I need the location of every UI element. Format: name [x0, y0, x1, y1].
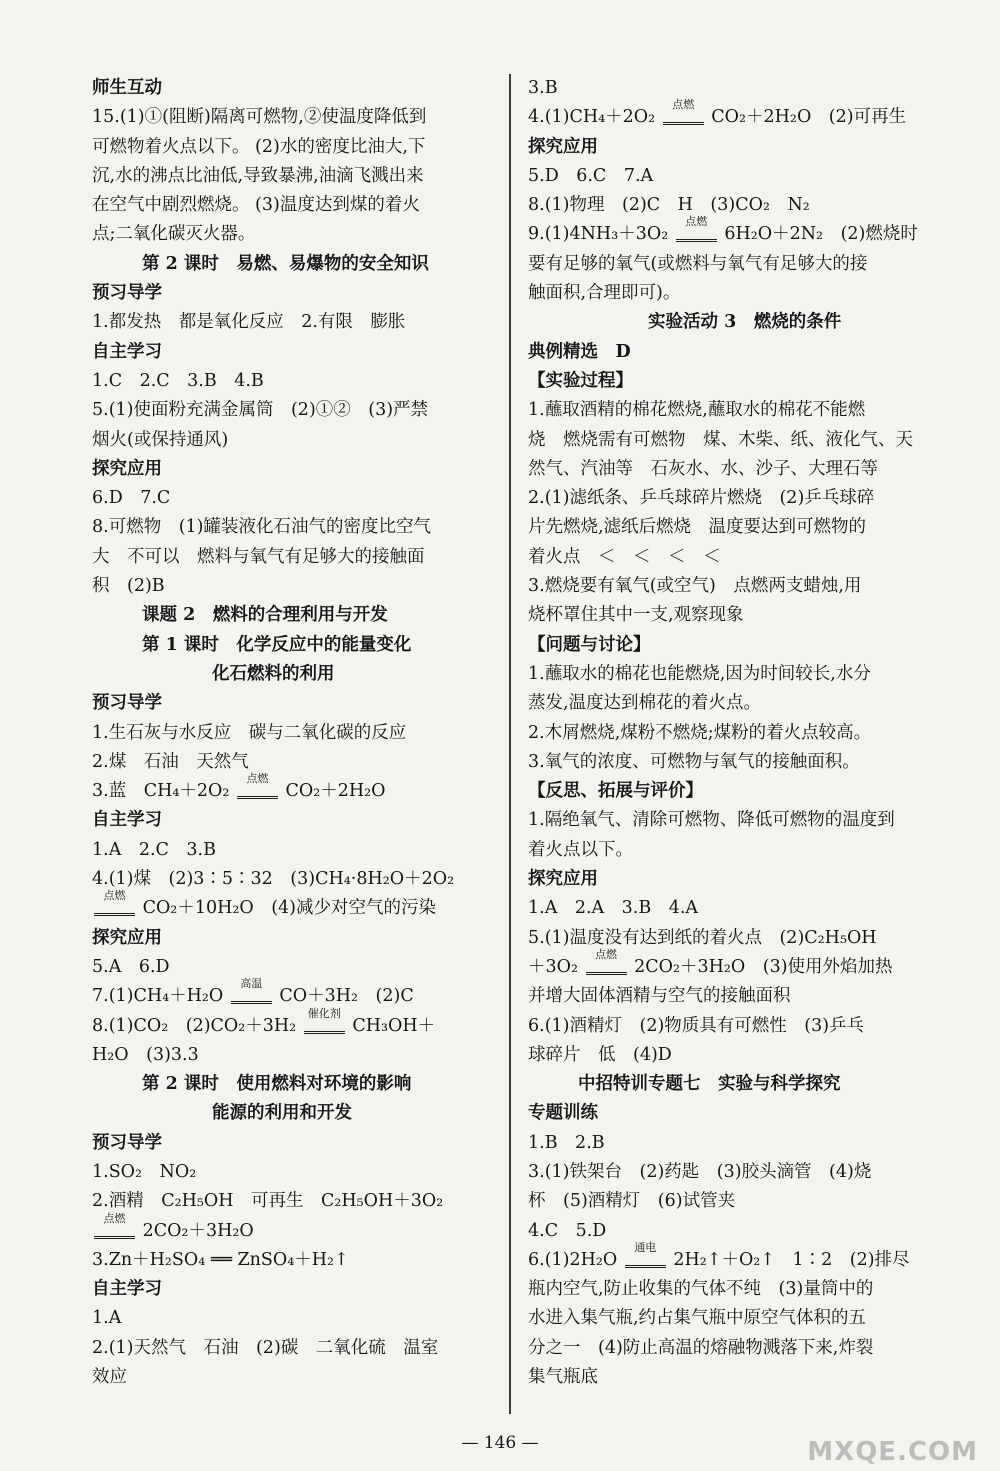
text-line: 集气瓶底 — [528, 1367, 598, 1388]
watermark-logo: MXQE.COM — [807, 1437, 978, 1467]
text-line: 6.(1)2H₂O 通电 2H₂↑＋O₂↑ 1∶2 (2)排尽 — [528, 1240, 910, 1270]
text-line: 沉,水的沸点比油低,导致暴沸,油滴飞溅出来 — [92, 165, 424, 186]
text-line: 1.生石灰与水反应 碳与二氧化碳的反应 — [92, 722, 407, 743]
text-line: 8.可燃物 (1)罐装液化石油气的密度比空气 — [92, 517, 431, 538]
text-line: 着火点 ＜ ＜ ＜ ＜ — [528, 546, 721, 567]
section-heading: 第 2 课时 使用燃料对环境的影响 — [142, 1074, 412, 1095]
text-line: 点燃 2CO₂＋3H₂O — [92, 1217, 492, 1246]
text-line: 1.蘸取水的棉花也能燃烧,因为时间较长,水分 — [528, 663, 871, 684]
text-line: 着火点以下。 — [528, 839, 633, 860]
text-line: 大 不可以 燃料与氧气有足够大的接触面 — [92, 546, 425, 567]
column-divider — [509, 74, 511, 1414]
section-heading: 【问题与讨论】 — [528, 634, 651, 655]
text-line: 15.(1)①(阻断)隔离可燃物,②使温度降低到 — [92, 107, 427, 128]
section-heading: 专题训练 — [528, 1103, 598, 1124]
text-line: 3.Zn＋H₂SO₄ ══ ZnSO₄＋H₂↑ — [92, 1249, 349, 1270]
reaction-condition: 点燃 — [586, 960, 627, 975]
text-line: 2.(1)滤纸条、乒乓球碎片燃烧 (2)乒乓球碎 — [528, 488, 875, 509]
section-heading: 【反思、拓展与评价】 — [528, 781, 703, 802]
text-line: 瓶内空气,防止收集的气体不纯 (3)量筒中的 — [528, 1279, 874, 1300]
text-line: 3.B — [528, 78, 558, 98]
section-heading: 第 2 课时 易燃、易爆物的安全知识 — [142, 253, 429, 274]
text-line: 积 (2)B — [92, 576, 165, 597]
text-line: 分之一 (4)防止高温的熔融物溅落下来,炸裂 — [528, 1337, 874, 1358]
text-line: H₂O (3)3.3 — [92, 1044, 199, 1065]
section-heading: 化石燃料的利用 — [212, 663, 335, 684]
text-line: 烟火(或保持通风) — [92, 429, 229, 450]
reaction-condition: 催化剂 — [304, 1019, 345, 1034]
text-line: 1.蘸取酒精的棉花燃烧,蘸取水的棉花不能燃 — [528, 400, 866, 421]
text-line: 1.A 2.A 3.B 4.A — [528, 898, 699, 919]
reaction-condition: 通电 — [625, 1253, 666, 1268]
text-line: 1.都发热 都是氧化反应 2.有限 膨胀 — [92, 312, 406, 333]
text-line: 片先燃烧,滤纸后燃烧 温度要达到可燃物的 — [528, 517, 867, 538]
section-heading: 师生互动 — [92, 78, 162, 98]
right-column — [528, 74, 928, 1392]
section-heading: 探究应用 — [92, 458, 162, 479]
text-line: 球碎片 低 (4)D — [528, 1044, 672, 1065]
reaction-condition: 高温 — [231, 989, 272, 1004]
text-line: 2.酒精 C₂H₅OH 可再生 C₂H₅OH＋3O₂ — [92, 1191, 444, 1212]
text-line: 6.D 7.C — [92, 488, 171, 509]
text-line: 在空气中剧烈燃烧。 (3)温度达到煤的着火 — [92, 195, 420, 216]
section-heading: 课题 2 燃料的合理利用与开发 — [142, 605, 388, 626]
text-line: 9.(1)4NH₃＋3O₂ 点燃 6H₂O＋2N₂ (2)燃烧时 — [528, 215, 918, 245]
text-line: 8.(1)CO₂ (2)CO₂＋3H₂ 催化剂 CH₃OH＋ — [92, 1006, 436, 1036]
section-heading: 中招特训专题七 实验与科学探究 — [578, 1074, 841, 1095]
section-heading: 第 1 课时 化学反应中的能量变化 — [142, 634, 412, 655]
text-line: 5.A 6.D — [92, 956, 170, 977]
text-line: 8.(1)物理 (2)C H (3)CO₂ N₂ — [528, 195, 810, 216]
section-heading: 预习导学 — [92, 1132, 162, 1153]
section-heading: 自主学习 — [92, 1279, 162, 1300]
reaction-condition: 点燃 — [676, 227, 717, 242]
text-line: 可燃物着火点以下。 (2)水的密度比油大,下 — [92, 136, 426, 157]
text-line: 2.木屑燃烧,煤粉不燃烧;煤粉的着火点较高。 — [528, 722, 872, 743]
section-heading: 预习导学 — [92, 693, 162, 714]
text-line: 6.(1)酒精灯 (2)物质具有可燃性 (3)乒乓 — [528, 1015, 865, 1036]
section-heading: 预习导学 — [92, 283, 162, 304]
section-heading: 探究应用 — [528, 869, 598, 890]
text-line: 点;二氧化碳灭火器。 — [92, 224, 256, 245]
text-line: 1.SO₂ NO₂ — [92, 1161, 197, 1182]
text-line: 1.C 2.C 3.B 4.B — [92, 370, 264, 391]
section-heading: 探究应用 — [528, 136, 598, 157]
text-line: 烧 燃烧需有可燃物 煤、木柴、纸、液化气、天 — [528, 429, 913, 450]
text-line: 然气、汽油等 石灰水、水、沙子、大理石等 — [528, 458, 878, 479]
text-line: 烧杯罩住其中一支,观察现象 — [528, 605, 744, 626]
left-column — [92, 74, 492, 1392]
reaction-condition: 点燃 — [94, 901, 135, 916]
text-line: 效应 — [92, 1367, 127, 1388]
text-line: 3.(1)铁架台 (2)药匙 (3)胶头滴管 (4)烧 — [528, 1161, 872, 1182]
text-line: 水进入集气瓶,约占集气瓶中原空气体积的五 — [528, 1308, 867, 1329]
text-line: ＋3O₂ 点燃 2CO₂＋3H₂O (3)使用外焰加热 — [528, 947, 893, 977]
reaction-condition: 点燃 — [237, 784, 278, 799]
text-line: 7.(1)CH₄＋H₂O 高温 CO＋3H₂ (2)C — [92, 977, 414, 1007]
text-line: 1.A — [92, 1308, 122, 1329]
section-heading: 自主学习 — [92, 810, 162, 831]
text-line: 1.隔绝氧气、清除可燃物、降低可燃物的温度到 — [528, 810, 895, 831]
section-heading: 【实验过程】 — [528, 370, 633, 391]
section-heading: 自主学习 — [92, 341, 162, 362]
section-heading: 实验活动 3 燃烧的条件 — [648, 312, 842, 333]
text-line: 3.燃烧要有氧气(或空气) 点燃两支蜡烛,用 — [528, 576, 862, 597]
text-line: 触面积,合理即可)。 — [528, 283, 681, 304]
section-heading: 能源的利用和开发 — [212, 1103, 352, 1124]
text-line: 2.煤 石油 天然气 — [92, 751, 249, 772]
text-line: 1.A 2.C 3.B — [92, 839, 216, 860]
text-line: 1.B 2.B — [528, 1132, 605, 1153]
text-line: 5.(1)温度没有达到纸的着火点 (2)C₂H₅OH — [528, 927, 877, 948]
text-line: 2.(1)天然气 石油 (2)碳 二氧化硫 温室 — [92, 1337, 439, 1358]
text-line: 杯 (5)酒精灯 (6)试管夹 — [528, 1191, 736, 1212]
section-heading: 典例精选 D — [528, 341, 631, 362]
text-line: 3.氧气的浓度、可燃物与氧气的接触面积。 — [528, 751, 860, 772]
section-heading: 探究应用 — [92, 927, 162, 948]
text-line: 并增大固体酒精与空气的接触面积 — [528, 986, 791, 1007]
text-line: 4.(1)CH₄＋2O₂ 点燃 CO₂＋2H₂O (2)可再生 — [528, 98, 907, 128]
text-line: 5.(1)使面粉充满金属筒 (2)①② (3)严禁 — [92, 400, 429, 421]
text-line: 5.D 6.C 7.A — [528, 165, 654, 186]
page-number: — 146 — — [461, 1433, 539, 1453]
reaction-condition: 点燃 — [94, 1224, 135, 1239]
text-line: 4.(1)煤 (2)3∶5∶32 (3)CH₄·8H₂O＋2O₂ — [92, 869, 455, 890]
text-line: 蒸发,温度达到棉花的着火点。 — [528, 693, 762, 714]
text-line: 要有足够的氧气(或燃料与氧气有足够大的接 — [528, 253, 868, 274]
text-line: 4.C 5.D — [528, 1220, 607, 1241]
text-line: 3.蓝 CH₄＋2O₂ 点燃 CO₂＋2H₂O — [92, 772, 386, 802]
reaction-condition: 点燃 — [663, 110, 704, 125]
text-line: 点燃 CO₂＋10H₂O (4)减少对空气的污染 — [92, 894, 492, 923]
